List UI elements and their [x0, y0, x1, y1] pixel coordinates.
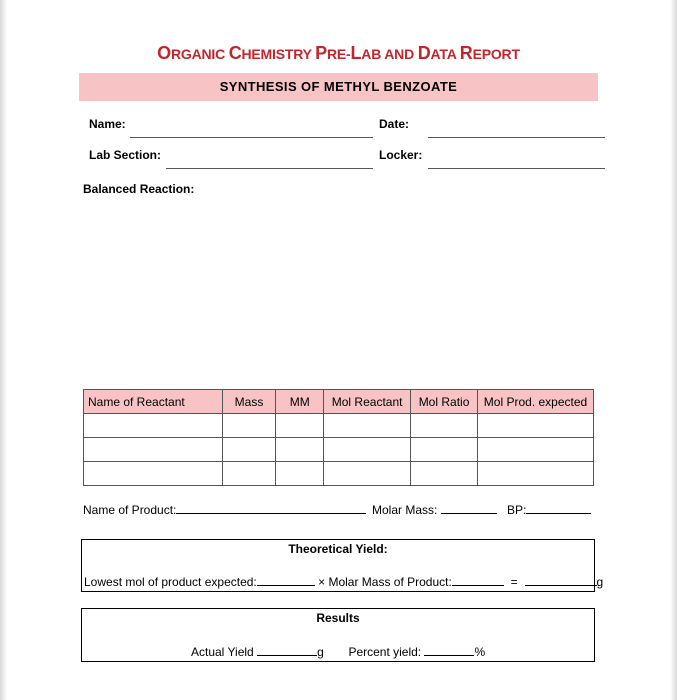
table-cell[interactable] — [222, 438, 276, 462]
table-row — [84, 462, 594, 486]
molar-mass-blank[interactable] — [441, 503, 497, 514]
locker-line[interactable] — [428, 168, 605, 169]
page-edge-shadow-right — [670, 0, 677, 700]
table-cell[interactable] — [324, 438, 411, 462]
table-cell[interactable] — [276, 438, 324, 462]
table-cell[interactable] — [84, 462, 223, 486]
table-cell[interactable] — [411, 438, 478, 462]
table-cell[interactable] — [324, 414, 411, 438]
molar-mass-product-blank[interactable] — [452, 575, 504, 586]
column-header: MM — [276, 390, 324, 414]
document-title: ORGANIC CHEMISTRY PRE-LAB AND DATA REPORT — [157, 43, 520, 63]
name-label: Name: — [89, 117, 126, 131]
column-header: Mol Prod. expected — [477, 390, 593, 414]
subtitle-banner: SYNTHESIS OF METHYL BENZOATE — [79, 73, 598, 101]
results-title: Results — [316, 611, 360, 625]
name-line[interactable] — [130, 137, 373, 138]
column-header: Mass — [222, 390, 276, 414]
bp-label: BP: — [507, 503, 527, 517]
product-name-label: Name of Product: — [83, 503, 177, 517]
theoretical-yield-title: Theoretical Yield: — [288, 542, 388, 556]
table-cell[interactable] — [411, 414, 478, 438]
actual-yield-label: Actual Yield — [191, 645, 254, 659]
bp-blank[interactable] — [526, 503, 591, 514]
table-cell[interactable] — [84, 414, 223, 438]
percent-yield-label: Percent yield: — [348, 645, 422, 659]
table-cell[interactable] — [411, 462, 478, 486]
product-name-row — [83, 503, 366, 517]
percent-yield-blank[interactable] — [424, 645, 474, 656]
table-cell[interactable] — [84, 438, 223, 462]
percent-unit: % — [474, 645, 486, 659]
table-row — [84, 414, 594, 438]
table-cell[interactable] — [276, 414, 324, 438]
date-label: Date: — [379, 117, 410, 131]
table-header-row — [84, 390, 594, 414]
balanced-reaction-label: Balanced Reaction: — [83, 182, 195, 196]
table-cell[interactable] — [477, 414, 593, 438]
table-cell[interactable] — [477, 438, 593, 462]
equals-sign: = — [510, 575, 518, 589]
theoretical-yield-blank[interactable] — [525, 575, 597, 586]
column-header: Name of Reactant — [84, 390, 223, 414]
results-box — [81, 608, 595, 662]
table-cell[interactable] — [477, 462, 593, 486]
locker-label: Locker: — [379, 148, 423, 162]
table-row — [84, 438, 594, 462]
table-cell[interactable] — [276, 462, 324, 486]
column-header: Mol Reactant — [324, 390, 411, 414]
table-cell[interactable] — [324, 462, 411, 486]
lowest-mol-label: Lowest mol of product expected: — [84, 575, 257, 589]
table-cell[interactable] — [222, 414, 276, 438]
grams-unit: g — [596, 575, 604, 589]
molar-mass-row — [372, 503, 497, 517]
molar-mass-product-label: × Molar Mass of Product: — [318, 575, 452, 589]
theoretical-yield-box — [81, 539, 604, 592]
date-line[interactable] — [428, 137, 605, 138]
product-name-blank[interactable] — [176, 503, 366, 514]
lab-section-label: Lab Section: — [89, 148, 162, 162]
lowest-mol-blank[interactable] — [257, 575, 315, 586]
theoretical-yield-formula — [84, 575, 603, 589]
column-header: Mol Ratio — [411, 390, 478, 414]
actual-yield-unit: g — [317, 645, 324, 659]
results-row — [191, 645, 485, 659]
page-edge-shadow-left — [0, 0, 7, 700]
molar-mass-label: Molar Mass: — [372, 503, 438, 517]
actual-yield-blank[interactable] — [257, 645, 317, 656]
lab-section-line[interactable] — [166, 168, 373, 169]
table-cell[interactable] — [222, 462, 276, 486]
bp-row — [507, 503, 591, 517]
reactant-table — [83, 389, 594, 486]
